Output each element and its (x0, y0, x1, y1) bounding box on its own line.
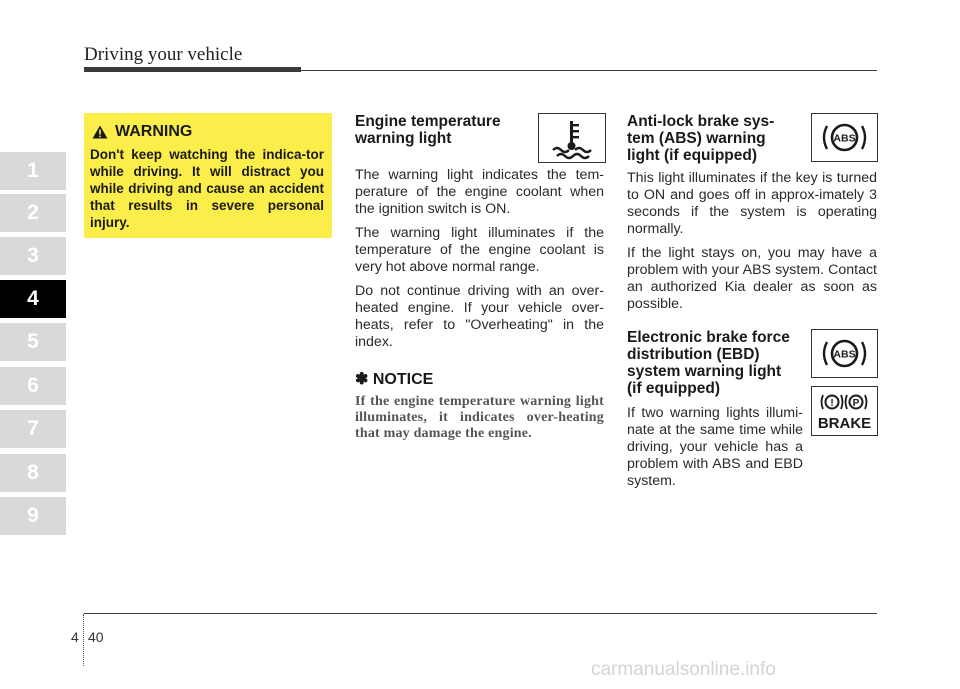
chapter-tab-7[interactable]: 7 (0, 410, 66, 448)
abs-para2: If the light stays on, you may have a problem with your ABS system. Contact an authorized Kia dealer as soon as possible. (627, 245, 877, 312)
watermark: carmanualsonline.info (591, 659, 776, 680)
chapter-tab-5[interactable]: 5 (0, 323, 66, 361)
engine-temp-title-line1: Engine temperature (355, 113, 501, 130)
coolant-temp-icon (538, 113, 606, 163)
ebd-title-line2: distribution (EBD) (627, 346, 760, 363)
header-title: Driving your vehicle (84, 44, 243, 65)
chapter-tab-2[interactable]: 2 (0, 194, 66, 232)
warning-body: Don't keep watching the indica-tor while driving. It will distract you while driving and cause an accident that results in severe personal injury. (90, 147, 324, 230)
abs-title-line1: Anti-lock brake sys- (627, 113, 775, 130)
footer-rule (84, 613, 877, 614)
ebd-title-line4: (if equipped) (627, 380, 720, 397)
abs-title-line3: light (if equipped) (627, 147, 758, 164)
footer-divider (83, 614, 84, 666)
ebd-section (627, 329, 803, 497)
warning-box (84, 113, 332, 238)
footer-chapter-number: 4 (71, 629, 79, 645)
chapter-tab-3[interactable]: 3 (0, 237, 66, 275)
abs-icon-label: ABS (833, 132, 856, 145)
engine-temp-title-line2: warning light (355, 130, 452, 147)
notice-heading: ✽ NOTICE (355, 371, 434, 388)
ebd-abs-icon-label: ABS (833, 348, 856, 361)
abs-title-line2: tem (ABS) warning (627, 130, 766, 147)
brake-warning-icon (811, 386, 878, 436)
chapter-tab-6[interactable]: 6 (0, 367, 66, 405)
header-rule-thick (84, 67, 301, 72)
warning-triangle-icon (92, 125, 108, 139)
brake-symbol-park: P (852, 398, 860, 409)
ebd-title-line3: system warning light (627, 363, 782, 380)
brake-icon-label: BRAKE (817, 415, 872, 432)
brake-symbol-exclamation: ! (830, 398, 834, 409)
chapter-tab-1[interactable]: 1 (0, 152, 66, 190)
chapter-tab-4[interactable]: 4 (0, 280, 66, 318)
footer-page-number: 40 (88, 629, 104, 645)
warning-heading (92, 123, 324, 141)
engine-temp-para3: Do not continue driving with an over-heated engine. If your vehicle over-heats, refer to "Overheating" in the index. (355, 283, 604, 350)
ebd-title-line1: Electronic brake force (627, 329, 790, 346)
warning-heading-text: WARNING (115, 123, 193, 140)
abs-para1: This light illuminates if the key is turned to ON and goes off in approx-imately 3 seconds if the system is operating normally. (627, 170, 877, 237)
abs-icon (811, 113, 878, 162)
chapter-tab-8[interactable]: 8 (0, 454, 66, 492)
notice-body: If the engine temperature warning light illuminates, it indicates over-heating that may damage the engine. (355, 394, 604, 441)
ebd-para1: If two warning lights illumi-nate at the same time while driving, your vehicle has a problem with ABS and EBD system. (627, 405, 803, 489)
chapter-tab-9[interactable]: 9 (0, 497, 66, 535)
header-rule-thin (301, 70, 877, 71)
ebd-abs-icon (811, 329, 878, 378)
engine-temp-para1: The warning light indicates the tem-perature of the engine coolant when the ignition switch is ON. (355, 167, 604, 217)
engine-temp-para2: The warning light illuminates if the temperature of the engine coolant is very hot above normal range. (355, 225, 604, 275)
